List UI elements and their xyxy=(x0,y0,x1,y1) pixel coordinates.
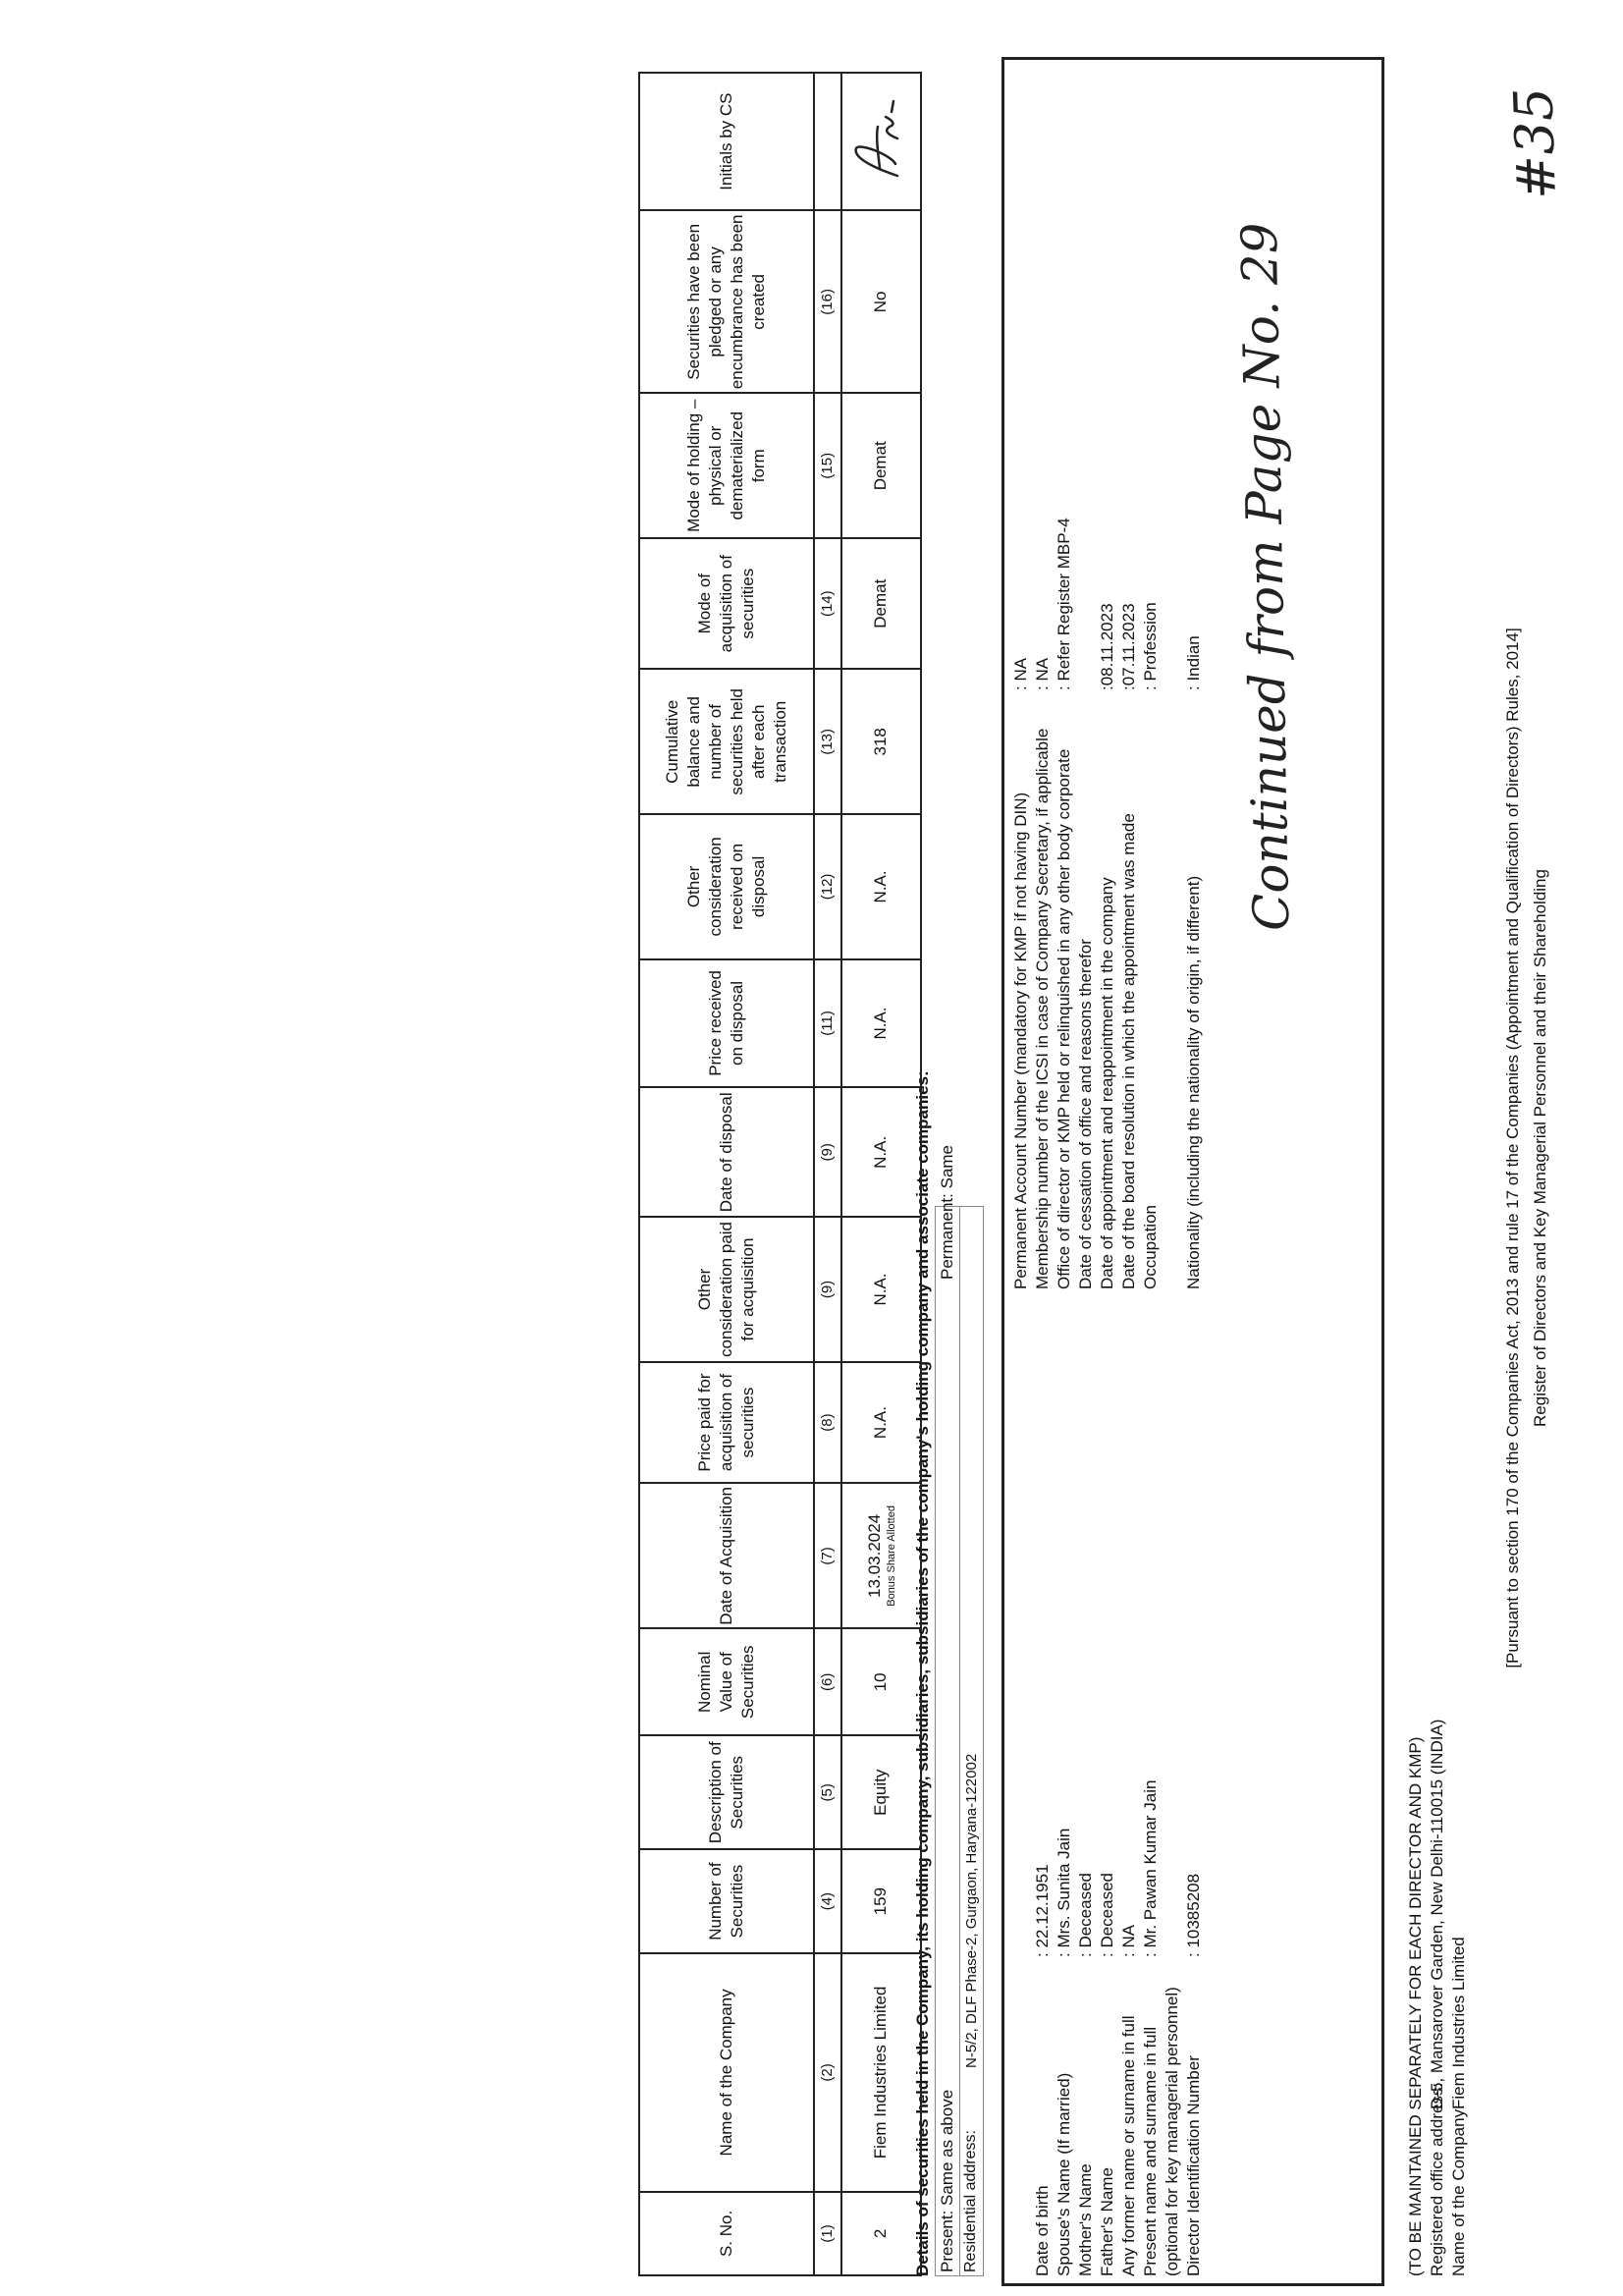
father-name-value: : Deceased xyxy=(1098,1873,1116,1957)
table-row xyxy=(841,73,921,2275)
spouse-name-label: Spouse's Name (If married) xyxy=(1055,2072,1073,2276)
maintenance-note: (TO BE MAINTAINED SEPARATELY FOR EACH DIRECTOR AND KMP) xyxy=(1406,1736,1425,2276)
pan-value: : NA xyxy=(1011,657,1030,690)
securities-table xyxy=(638,72,922,2276)
residential-value: N-5/2, DLF Phase-2, Gurgaon, Haryana-122002 xyxy=(963,1753,980,2068)
header-cell: Mode of holding – physical or dematerialized form xyxy=(639,394,814,539)
header-cell: Price paid for acquisition of securities xyxy=(639,1362,814,1484)
cessation-label: Date of cessation of office and reasons therefor xyxy=(1076,939,1095,1289)
board-resolution-label: Date of the board resolution in which the appointment was made xyxy=(1119,813,1138,1289)
company-name-value: Fiem Industries Limited xyxy=(1449,1937,1468,2109)
continued-note: Continued from Page No. 29 xyxy=(1230,222,1301,932)
cell-price-received: N.A. xyxy=(841,959,921,1088)
other-office-label: Office of director or KMP held or relinquished in any other body corporate xyxy=(1055,748,1073,1289)
column-number: (16) xyxy=(814,210,841,393)
present-name-label: Present name and surname in full xyxy=(1141,2026,1160,2276)
address-divider xyxy=(959,1206,960,2276)
acquisition-date-value: 13.03.2024 xyxy=(864,1513,884,1598)
present-address: Present: Same as above xyxy=(938,2089,956,2272)
column-number: (8) xyxy=(814,1362,841,1484)
register-subtitle: [Pursuant to section 170 of the Companies Act, 2013 and rule 17 of the Companies (Appointment and Qualification of Directors) Rules, 2014] xyxy=(1503,628,1522,1668)
company-name-label: Name of the Company: xyxy=(1449,2105,1468,2276)
header-cell: S. No. xyxy=(639,2192,814,2275)
column-number: (12) xyxy=(814,814,841,958)
securities-title: Details of securities held in the Company, its holding company, subsidiaries, subsidiaries of the company's holding company and associate companies: xyxy=(913,1070,932,2276)
appointment-date-label: Date of appointment and reappointment in the company xyxy=(1098,877,1116,1289)
present-name-value: : Mr. Pawan Kumar Jain xyxy=(1141,1779,1160,1957)
other-office-value: : Refer Register MBP-4 xyxy=(1055,518,1073,690)
bonus-note: Bonus Share Allotted xyxy=(885,1505,897,1607)
header-cell: Number of Securities xyxy=(639,1849,814,1953)
column-number: (13) xyxy=(814,669,841,814)
cell-company: Fiem Industries Limited xyxy=(841,1953,921,2192)
icsi-value: : NA xyxy=(1033,657,1052,690)
cell-acquisition-date xyxy=(841,1483,921,1628)
column-number-row xyxy=(814,73,841,2275)
cell-initials xyxy=(841,73,921,210)
din-note-label: (optional for key managerial personnel) xyxy=(1163,1987,1181,2276)
cell-mode-acquisition: Demat xyxy=(841,538,921,669)
cell-s-no: 2 xyxy=(841,2192,921,2275)
father-name-label: Father's Name xyxy=(1098,2167,1116,2276)
page-number-mark: #35 xyxy=(1502,85,1568,201)
column-number: (1) xyxy=(814,2192,841,2275)
column-number: (4) xyxy=(814,1849,841,1953)
din-value: : 10385208 xyxy=(1184,1873,1203,1957)
spouse-name-value: : Mrs. Sunita Jain xyxy=(1055,1828,1073,1957)
column-number: (11) xyxy=(814,959,841,1088)
appointment-date-value: :08.11.2023 xyxy=(1098,603,1116,690)
occupation-label: Occupation xyxy=(1141,1205,1160,1289)
header-cell: Nominal Value of Securities xyxy=(639,1628,814,1735)
dob-label: Date of birth xyxy=(1033,2185,1052,2276)
cell-cumulative-balance: 318 xyxy=(841,669,921,814)
header-cell: Cumulative balance and number of securities held after each transaction xyxy=(639,669,814,814)
permanent-address: Permanent: Same xyxy=(938,1144,956,1280)
nationality-label: Nationality (including the nationality of origin, if different) xyxy=(1184,875,1203,1289)
header-cell: Date of disposal xyxy=(639,1087,814,1217)
header-cell: Initials by CS xyxy=(639,73,814,210)
column-number: (7) xyxy=(814,1483,841,1628)
board-resolution-value: :07.11.2023 xyxy=(1119,603,1138,690)
header-cell: Mode of acquisition of securities xyxy=(639,538,814,669)
nationality-value: : Indian xyxy=(1184,635,1203,690)
cell-mode-holding: Demat xyxy=(841,394,921,539)
header-cell: Securities have been pledged or any encumbrance has been created xyxy=(639,210,814,393)
column-number: (14) xyxy=(814,538,841,669)
occupation-value: : Profession xyxy=(1141,602,1160,690)
mother-name-label: Mother's Name xyxy=(1076,2163,1095,2276)
cell-description: Equity xyxy=(841,1735,921,1849)
cell-pledged: No xyxy=(841,210,921,393)
cell-other-consideration-received: N.A. xyxy=(841,814,921,958)
header-cell: Description of Securities xyxy=(639,1735,814,1849)
cell-nominal-value: 10 xyxy=(841,1628,921,1735)
column-number: (5) xyxy=(814,1735,841,1849)
din-label: Director Identification Number xyxy=(1184,2055,1203,2276)
cell-disposal-date: N.A. xyxy=(841,1087,921,1217)
header-cell: Date of Acquisition xyxy=(639,1483,814,1628)
former-name-label: Any former name or surname in full xyxy=(1119,2015,1138,2276)
initials-signature xyxy=(848,97,907,186)
column-number: (9) xyxy=(814,1217,841,1361)
header-cell: Other consideration received on disposal xyxy=(639,814,814,958)
dob-value: : 22.12.1951 xyxy=(1033,1864,1052,1957)
column-number: (2) xyxy=(814,1953,841,2192)
header-cell: Name of the Company xyxy=(639,1953,814,2192)
office-address-label: Registered office address: xyxy=(1428,2082,1446,2276)
header-cell: Price received on disposal xyxy=(639,959,814,1088)
header-cell: Other consideration paid for acquisition xyxy=(639,1217,814,1361)
pan-label: Permanent Account Number (mandatory for KMP if not having DIN) xyxy=(1011,792,1030,1289)
cell-other-consideration-paid: N.A. xyxy=(841,1217,921,1361)
cell-number: 159 xyxy=(841,1849,921,1953)
column-number: (6) xyxy=(814,1628,841,1735)
residential-label: Residential address: xyxy=(962,2130,979,2272)
cell-price-paid: N.A. xyxy=(841,1362,921,1484)
icsi-label: Membership number of the ICSI in case of Company Secretary, if applicable xyxy=(1033,728,1052,1289)
column-number: (15) xyxy=(814,394,841,539)
table-header-row xyxy=(639,73,814,2275)
mother-name-value: : Deceased xyxy=(1076,1873,1095,1957)
former-name-value: : NA xyxy=(1119,1924,1138,1957)
office-address-value: D-5, Mansarover Garden, New Delhi-110015 (INDIA) xyxy=(1428,1719,1446,2109)
column-number xyxy=(814,73,841,210)
register-title: Register of Directors and Key Managerial Personnel and their Shareholding xyxy=(1531,869,1549,1427)
column-number: (9) xyxy=(814,1087,841,1217)
